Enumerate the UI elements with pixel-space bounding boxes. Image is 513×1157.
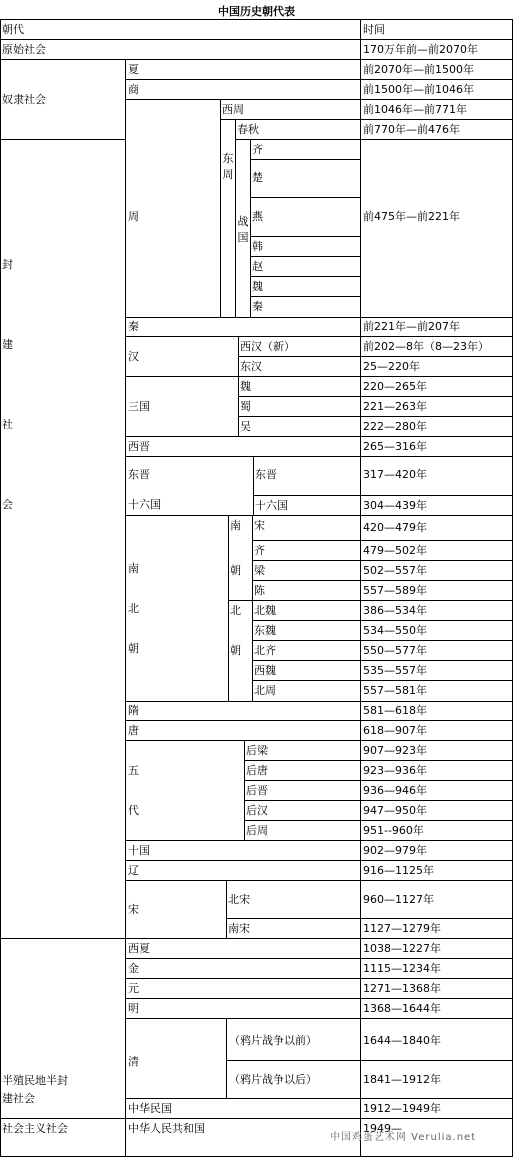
time-nanchao-liang: 502—557年 [363, 564, 427, 577]
nanchao-qi: 齐 [254, 544, 265, 557]
time-sui: 581—618年 [363, 704, 427, 717]
beichao-dongwei: 东魏 [254, 624, 276, 637]
time-beichao-dongwei: 534—550年 [363, 624, 427, 637]
time-primitive: 170万年前—前2070年 [363, 43, 478, 56]
wudai-houliang: 后梁 [246, 744, 268, 757]
society-feudal-char-4: 会 [2, 498, 13, 511]
time-nanchao-chen: 557—589年 [363, 584, 427, 597]
wudai-houzhou: 后周 [246, 824, 268, 837]
time-wei: 220—265年 [363, 380, 427, 393]
dynasty-qing: 清 [128, 1055, 139, 1068]
dynasty-xijin: 西晋 [128, 440, 150, 453]
nanbei-char-3: 朝 [128, 642, 139, 655]
state-han: 韩 [252, 240, 263, 253]
time-qing-after: 1841—1912年 [363, 1073, 441, 1086]
wudai-houhan: 后汉 [246, 804, 268, 817]
beichao-xiwei: 西魏 [254, 664, 276, 677]
nanbei-char-2: 北 [128, 602, 139, 615]
dynasty-yuan: 元 [128, 982, 139, 995]
wudai-houtang: 后唐 [246, 764, 268, 777]
dynasty-qin: 秦 [128, 320, 139, 333]
time-qing-before: 1644—1840年 [363, 1034, 441, 1047]
period-zhanguo: 战国 [237, 215, 249, 244]
qing-before-opium-war: （鸦片战争以前） [229, 1034, 317, 1047]
dynasty-han: 汉 [128, 350, 139, 363]
time-jin: 1115—1234年 [363, 962, 441, 975]
society-semi-colonial-line2: 建社会 [2, 1092, 35, 1105]
dynasty-xihan: 西汉（新） [240, 340, 295, 353]
dynasty-minguo: 中华民国 [128, 1102, 172, 1115]
time-beichao-beiqi: 550—577年 [363, 644, 427, 657]
dynasty-jin: 金 [128, 962, 139, 975]
nanbei-char-1: 南 [128, 562, 139, 575]
time-prc: 1949— [363, 1122, 402, 1135]
qing-after-opium-war: （鸦片战争以后） [229, 1073, 317, 1086]
beichao-beiwei: 北魏 [254, 604, 276, 617]
dynasty-prc: 中华人民共和国 [128, 1122, 205, 1135]
time-shiguo: 902—979年 [363, 844, 427, 857]
time-donghan: 25—220年 [363, 360, 420, 373]
dynasty-xia: 夏 [128, 63, 139, 76]
kingdom-wu: 吴 [240, 420, 251, 433]
nanchao-char-1: 南 [230, 519, 241, 532]
time-nanchao-song: 420—479年 [363, 521, 427, 534]
nanchao-chen: 陈 [254, 584, 265, 597]
time-houtang: 923—936年 [363, 764, 427, 777]
time-tang: 618—907年 [363, 724, 427, 737]
time-shiliuguo: 304—439年 [363, 499, 427, 512]
time-xia: 前2070年—前1500年 [363, 63, 474, 76]
time-beichao-beiwei: 386—534年 [363, 604, 427, 617]
time-yuan: 1271—1368年 [363, 982, 441, 995]
dynasty-donghan: 东汉 [240, 360, 262, 373]
dynasty-sui: 隋 [128, 704, 139, 717]
society-slave: 奴隶社会 [2, 93, 46, 106]
time-nansong: 1127—1279年 [363, 922, 441, 935]
society-semi-colonial-line1: 半殖民地半封 [2, 1074, 68, 1087]
dynasty-beisong: 北宋 [228, 893, 250, 906]
time-xixia: 1038—1227年 [363, 942, 441, 955]
time-houzhou: 951--960年 [363, 824, 424, 837]
beichao-beizhou: 北周 [254, 684, 276, 697]
time-xihan: 前202—8年（8—23年） [363, 340, 489, 353]
time-shang: 前1500年—前1046年 [363, 83, 474, 96]
dynasty-ming: 明 [128, 1002, 139, 1015]
state-zhao: 赵 [252, 260, 263, 273]
wudai-char-2: 代 [128, 804, 139, 817]
header-time: 时间 [363, 23, 385, 36]
dynasty-xixia: 西夏 [128, 942, 150, 955]
dynasty-liao: 辽 [128, 864, 139, 877]
dynasty-xizhou: 西周 [222, 103, 244, 116]
header-dynasty: 朝代 [2, 23, 24, 36]
kingdom-wei: 魏 [240, 380, 251, 393]
society-feudal-char-1: 封 [2, 258, 13, 271]
time-qin: 前221年—前207年 [363, 320, 460, 333]
time-xizhou: 前1046年—前771年 [363, 103, 467, 116]
time-dongjin: 317—420年 [363, 468, 427, 481]
time-nanchao-qi: 479—502年 [363, 544, 427, 557]
state-wei: 魏 [252, 280, 263, 293]
time-beisong: 960—1127年 [363, 893, 434, 906]
state-yan: 燕 [252, 210, 263, 223]
time-chunqiu: 前770年—前476年 [363, 123, 460, 136]
society-primitive: 原始社会 [2, 43, 46, 56]
group-dongjin-label: 东晋 [128, 468, 150, 481]
wudai-houjin: 后晋 [246, 784, 268, 797]
time-houhan: 947—950年 [363, 804, 427, 817]
beichao-beiqi: 北齐 [254, 644, 276, 657]
nanchao-liang: 梁 [254, 564, 265, 577]
dynasty-sanguo: 三国 [128, 400, 150, 413]
time-ming: 1368—1644年 [363, 1002, 441, 1015]
beichao-char-1: 北 [230, 604, 241, 617]
society-feudal-char-2: 建 [2, 338, 13, 351]
dynasty-shang: 商 [128, 83, 139, 96]
wudai-char-1: 五 [128, 764, 139, 777]
dynasty-song: 宋 [128, 903, 139, 916]
dynasty-shiguo: 十国 [128, 844, 150, 857]
dynasty-shiliuguo: 十六国 [255, 499, 288, 512]
time-zhanguo: 前475年—前221年 [363, 210, 460, 223]
time-beichao-beizhou: 557—581年 [363, 684, 427, 697]
group-shiliuguo-label: 十六国 [128, 498, 161, 511]
kingdom-shu: 蜀 [240, 400, 251, 413]
dynasty-dongzhou: 东周 [222, 152, 234, 181]
time-beichao-xiwei: 535—557年 [363, 664, 427, 677]
dynasty-dongjin: 东晋 [255, 468, 277, 481]
table-title: 中国历史朝代表 [218, 5, 295, 18]
watermark: 中国鸡蛋艺术网 Verulia.net [330, 1132, 477, 1143]
nanchao-song: 宋 [254, 519, 265, 532]
time-houjin: 936—946年 [363, 784, 427, 797]
state-qi: 齐 [252, 143, 263, 156]
time-xijin: 265—316年 [363, 440, 427, 453]
time-wu: 222—280年 [363, 420, 427, 433]
beichao-char-2: 朝 [230, 644, 241, 657]
time-liao: 916—1125年 [363, 864, 434, 877]
society-feudal-char-3: 社 [2, 418, 13, 431]
dynasty-zhou: 周 [128, 210, 139, 223]
time-shu: 221—263年 [363, 400, 427, 413]
state-qin: 秦 [252, 300, 263, 313]
time-minguo: 1912—1949年 [363, 1102, 441, 1115]
time-houliang: 907—923年 [363, 744, 427, 757]
society-socialist: 社会主义社会 [2, 1122, 68, 1135]
dynasty-tang: 唐 [128, 724, 139, 737]
nanchao-char-2: 朝 [230, 564, 241, 577]
period-chunqiu: 春秋 [237, 123, 259, 136]
dynasty-nansong: 南宋 [228, 922, 250, 935]
state-chu: 楚 [252, 171, 263, 184]
